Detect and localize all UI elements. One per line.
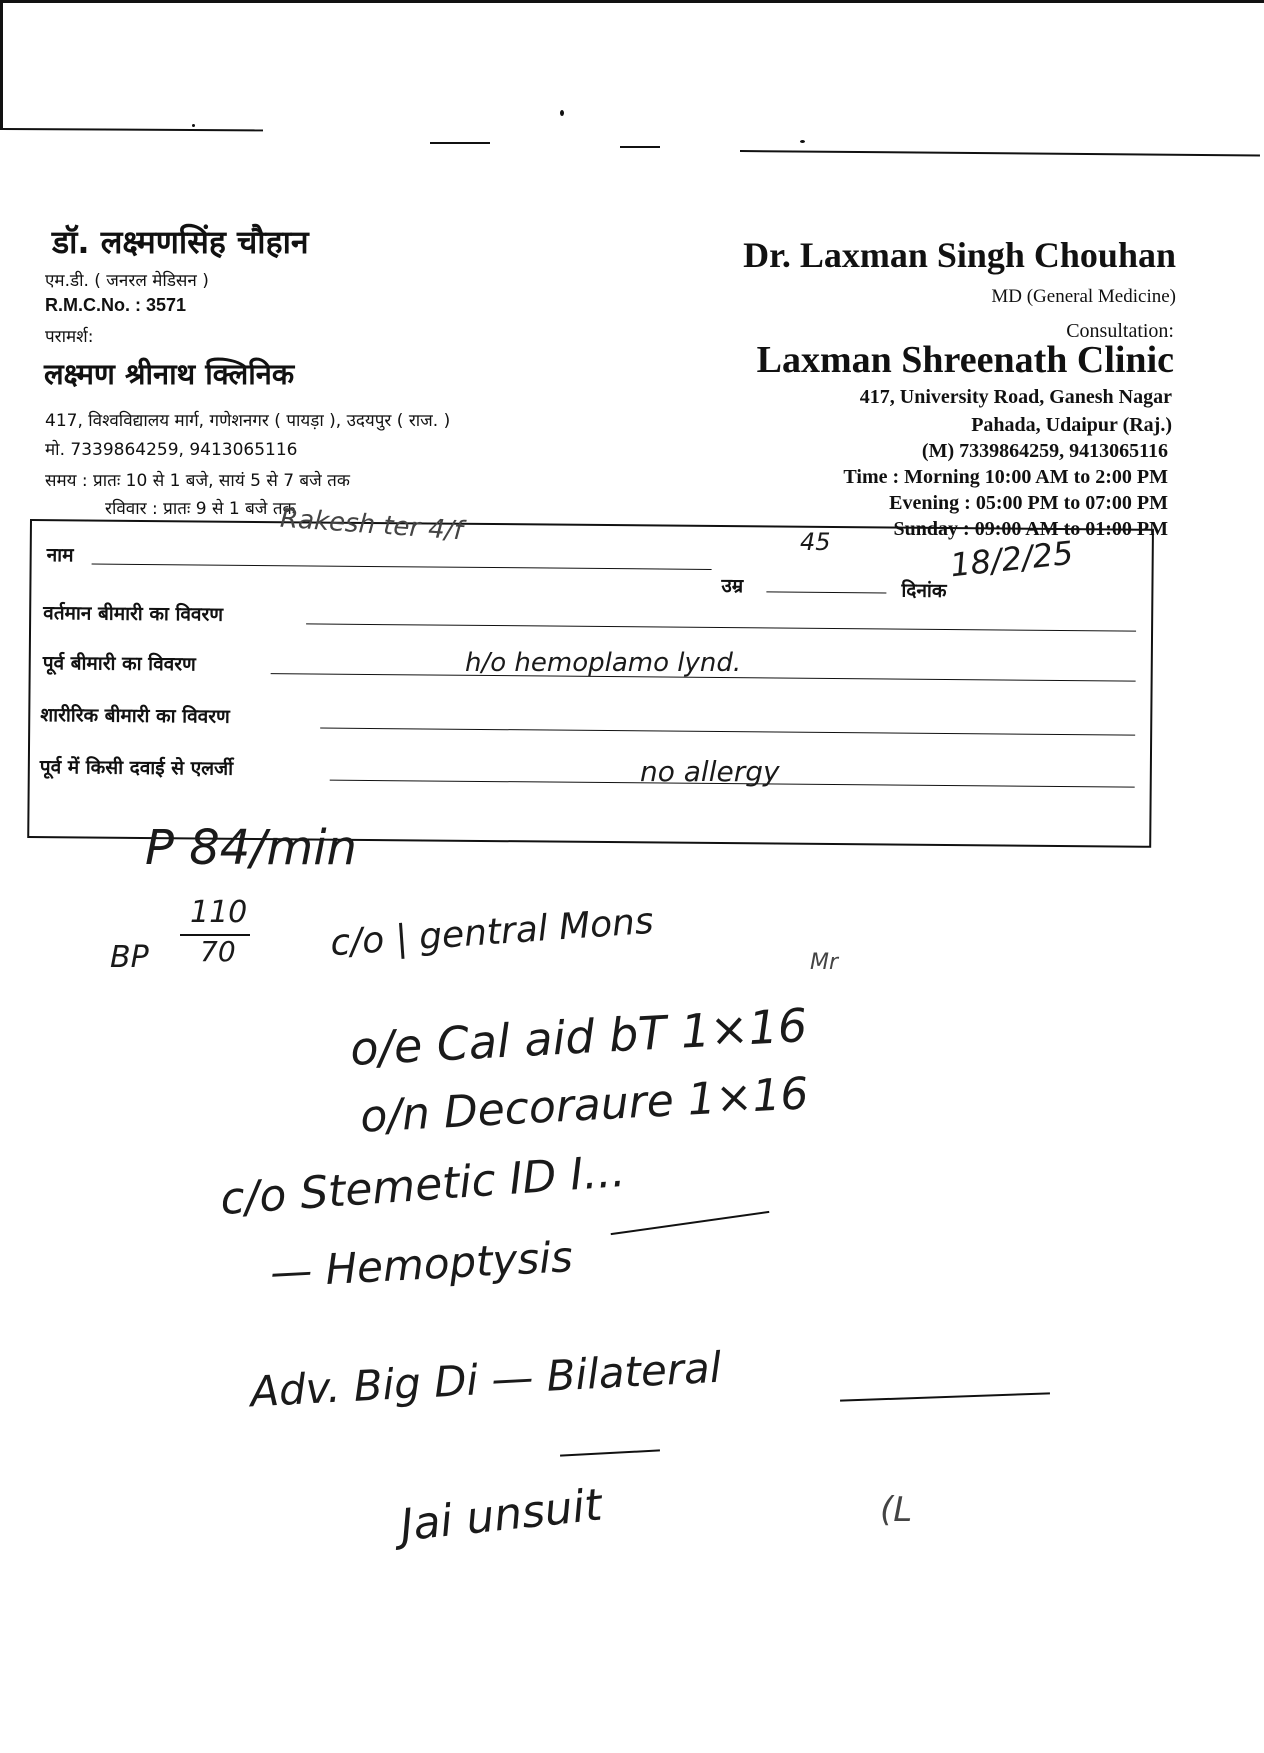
handwritten-note-rx4: — Hemoptysis	[268, 1232, 574, 1297]
mobile-hindi: मो. 7339864259, 9413065116	[45, 440, 298, 460]
timing-hindi: समय : प्रातः 10 से 1 बजे, सायं 5 से 7 बजे तक	[45, 471, 350, 491]
handwritten-note-complaint: c/o | gentral Mons	[328, 900, 655, 965]
sunday-timing-english: Sunday : 09:00 AM to 01:00 PM	[893, 518, 1168, 540]
physical-illness-label: शारीरिक बीमारी का विवरण	[40, 704, 230, 728]
handwritten-patient-name: Rakesh ter 4/f	[279, 503, 464, 547]
sunday-timing-hindi: रविवार : प्रातः 9 से 1 बजे तक	[105, 499, 296, 519]
handwritten-allergy: no allergy	[640, 755, 780, 788]
address-line1-english: 417, University Road, Ganesh Nagar	[859, 386, 1172, 408]
evening-timing-english: Evening : 05:00 PM to 07:00 PM	[889, 492, 1168, 514]
mobile-english: (M) 7339864259, 9413065116	[921, 440, 1168, 462]
scan-speck	[800, 140, 805, 143]
doctor-name-hindi: डॉ. लक्ष्मणसिंह चौहान	[52, 223, 309, 261]
handwritten-age: 45	[800, 528, 831, 556]
handwritten-note-complaint-tail: Mr	[810, 950, 839, 975]
address-line2-english: Pahada, Udaipur (Raj.)	[971, 414, 1172, 436]
scan-border-top	[0, 0, 1264, 3]
handwritten-date: 18/2/25	[948, 533, 1076, 585]
handwritten-pulse: P 84/min	[145, 820, 357, 876]
underline-stroke	[611, 1211, 770, 1235]
physical-illness-line	[320, 728, 1135, 736]
name-field-line	[92, 564, 712, 570]
date-label: दिनांक	[901, 579, 947, 603]
scan-fold-line	[620, 146, 660, 148]
handwritten-past-illness: h/o hemoplamo lynd.	[465, 648, 742, 678]
consultation-label-english: Consultation:	[1066, 320, 1174, 342]
address-hindi: 417, विश्वविद्यालय मार्ग, गणेशनगर ( पायड़ा ), उदयपुर ( राज. )	[45, 411, 451, 431]
handwritten-note-rx1: o/e Cal aid bT 1×16	[348, 998, 809, 1076]
degree-english: MD (General Medicine)	[991, 286, 1176, 307]
handwritten-note-right: (L	[880, 1490, 913, 1530]
doctor-name-english: Dr. Laxman Singh Chouhan	[743, 235, 1176, 275]
name-label: नाम	[46, 544, 74, 567]
age-field-line	[766, 591, 886, 593]
scan-speck	[560, 110, 564, 116]
handwritten-bp-systolic: 110	[190, 895, 248, 930]
scan-speck	[192, 124, 195, 127]
age-label: उम्र	[721, 575, 744, 598]
handwritten-bp-label: BP	[110, 940, 149, 975]
underline-stroke	[560, 1449, 660, 1456]
consultation-label-hindi: परामर्श:	[45, 327, 94, 347]
drug-allergy-label: पूर्व में किसी दवाई से एलर्जी	[39, 756, 234, 780]
clinic-name-english: Laxman Shreenath Clinic	[756, 339, 1174, 381]
scan-border-left	[0, 0, 3, 130]
present-illness-line	[306, 623, 1136, 631]
scan-fold-line	[740, 150, 1260, 157]
scan-fold-line	[3, 128, 263, 131]
past-illness-label: पूर्व बीमारी का विवरण	[42, 652, 196, 676]
scan-fold-line	[430, 142, 490, 144]
present-illness-label: वर्तमान बीमारी का विवरण	[43, 602, 224, 626]
handwritten-bp-diastolic: 70	[200, 935, 236, 968]
underline-stroke	[840, 1392, 1050, 1401]
clinic-name-hindi: लक्ष्मण श्रीनाथ क्लिनिक	[44, 357, 295, 391]
handwritten-note-advice: Adv. Big Di — Bilateral	[249, 1342, 723, 1417]
handwritten-note-rx2: o/n Decoraure 1×16	[358, 1068, 810, 1143]
morning-timing-english: Time : Morning 10:00 AM to 2:00 PM	[843, 466, 1168, 488]
handwritten-note-rx3: c/o Stemetic ID I...	[218, 1145, 627, 1226]
handwritten-note-signature: Jai unsuit	[397, 1479, 605, 1552]
degree-hindi: एम.डी. ( जनरल मेडिसन )	[45, 271, 209, 291]
rmc-number: R.M.C.No. : 3571	[45, 295, 187, 315]
